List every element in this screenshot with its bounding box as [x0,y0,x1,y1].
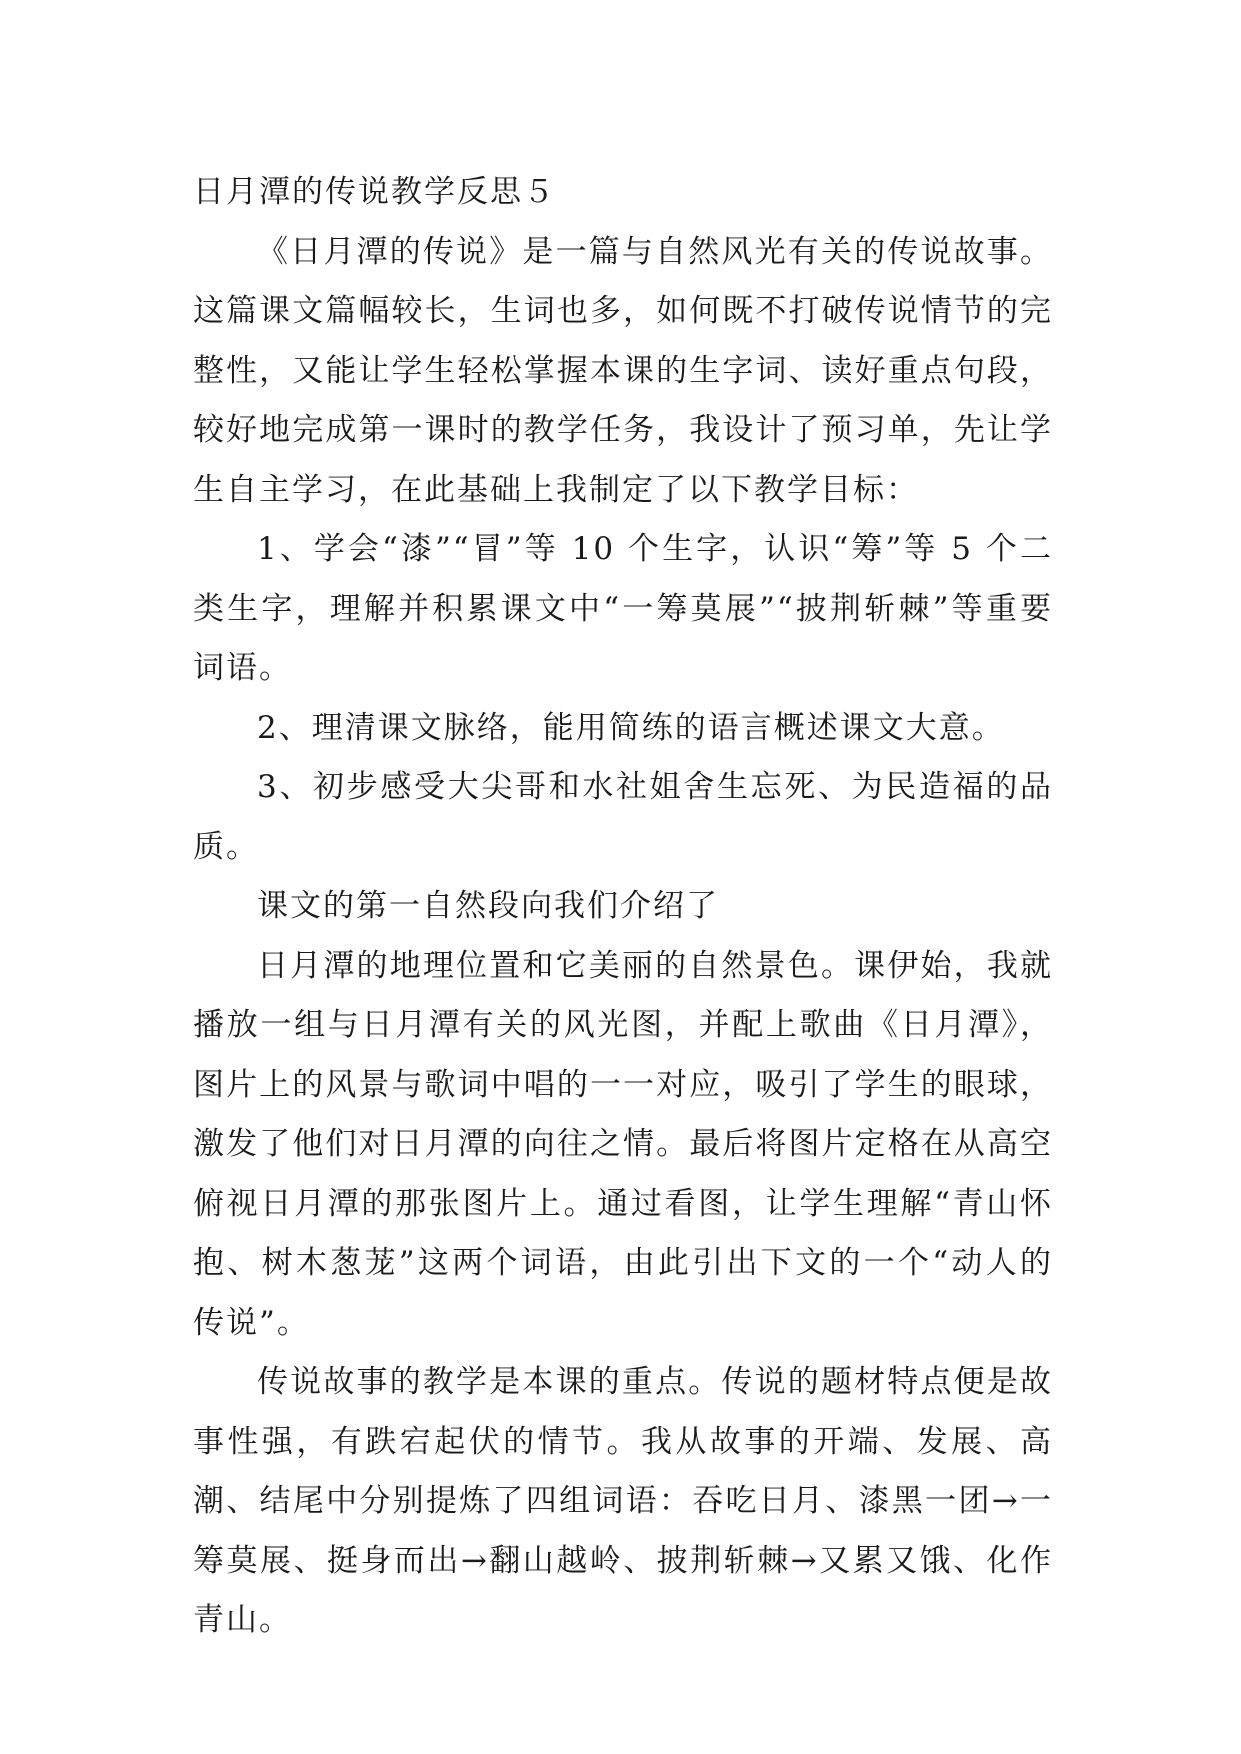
paragraph-goal-2: 2、理清课文脉络，能用简练的语言概述课文大意。 [257,709,1005,746]
paragraph-goal-1: 1、学会“漆”“冒”等 10 个生字，认识“筹”等 5 个二类生字，理解并积累课文中“一筹莫展”“披荆斩棘”等重要词语。 [193,531,1053,686]
document-title: 日月潭的传说教学反思５ [193,174,556,210]
paragraph-intro: 《日月潭的传说》是一篇与自然风光有关的传说故事。这篇课文篇幅较长，生词也多，如何既不打破传说情节的完整性，又能让学生轻松掌握本课的生字词、读好重点句段，较好地完成第一课时的教学任务，我设计了预习单，先让学生自主学习，在此基础上我制定了以下教学目标： [193,233,1053,508]
document-body [193,163,1053,1651]
paragraph-scenery: 日月潭的地理位置和它美丽的自然景色。课伊始，我就播放一组与日月潭有关的风光图，并配上歌曲《日月潭》，图片上的风景与歌词中唱的一一对应，吸引了学生的眼球，激发了他们对日月潭的向往之情。最后将图片定格在从高空俯视日月潭的那张图片上。通过看图，让学生理解“青山怀抱、树木葱茏”这两个词语，由此引出下文的一个“动人的传说”。 [193,947,1053,1341]
paragraph-goal-3: 3、初步感受大尖哥和水社姐舍生忘死、为民造福的品质。 [193,769,1053,865]
paragraph-legend: 传说故事的教学是本课的重点。传说的题材特点便是故事性强，有跌宕起伏的情节。我从故事的开端、发展、高潮、结尾中分别提炼了四组词语：吞吃日月、漆黑一团→一筹莫展、挺身而出→翻山越岭、披荆斩棘→又累又饿、化作青山。 [193,1364,1053,1638]
paragraph-first-section: 课文的第一自然段向我们介绍了 [257,888,719,924]
